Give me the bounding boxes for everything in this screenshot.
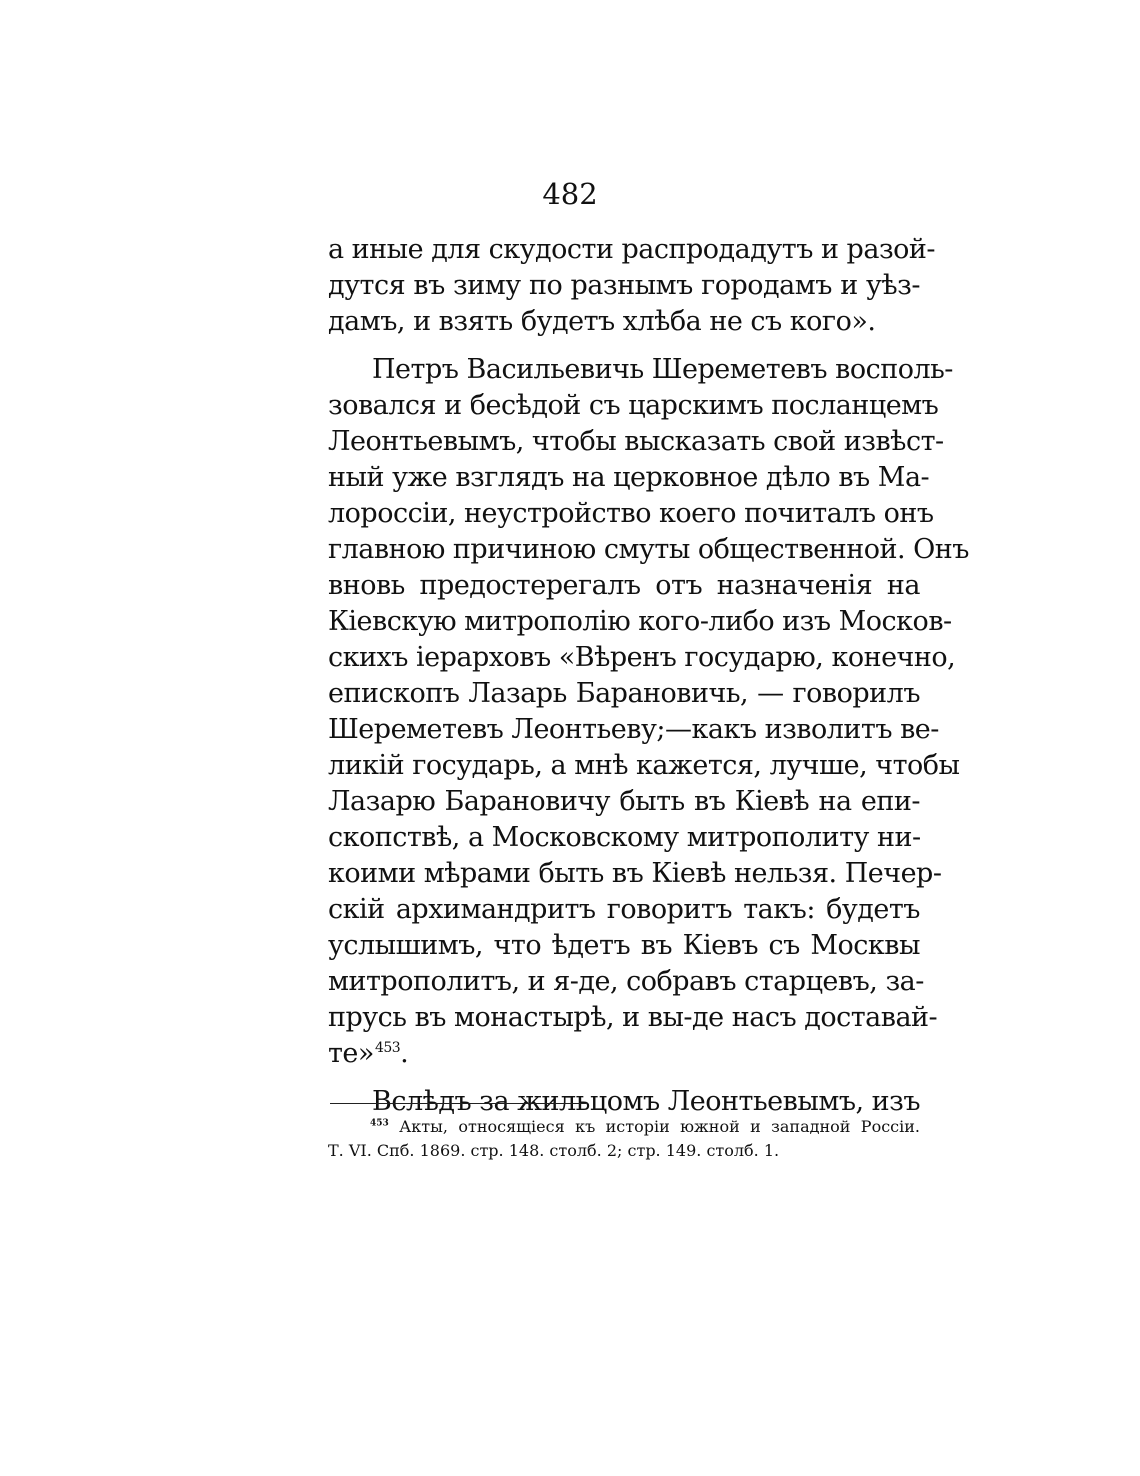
body-text xyxy=(328,232,969,1120)
text-line: дамъ, и взять будетъ хлѣба не съ кого». xyxy=(328,306,876,337)
text-fragment: . xyxy=(400,1038,409,1069)
footnote-text: Акты, относящіеся къ исторіи южной и западной Россіи. xyxy=(399,1117,920,1136)
text-line: ликій государь, а мнѣ кажется, лучше, чтобы xyxy=(328,750,960,781)
footnote-line xyxy=(328,1115,920,1139)
text-line-with-footnote-ref xyxy=(328,1036,920,1072)
footnote-reference[interactable]: 453 xyxy=(374,1040,401,1056)
text-line: прусь въ монастырѣ, и вы-де насъ доставай- xyxy=(328,1002,938,1033)
footnote-line: Т. VI. Спб. 1869. стр. 148. столб. 2; стр. 149. столб. 1. xyxy=(328,1141,780,1160)
text-line: Петръ Васильевичь Шереметевъ восполь- xyxy=(372,354,953,385)
text-line: Лазарю Барановичу быть въ Кіевѣ на епи- xyxy=(328,786,920,817)
page-number: 482 xyxy=(542,177,598,211)
text-line: скихъ іерарховъ «Вѣренъ государю, конечно, xyxy=(328,642,956,673)
text-line: Кіевскую митрополію кого-либо изъ Москов- xyxy=(328,606,952,637)
text-line: епископъ Лазарь Барановичь, — говорилъ xyxy=(328,678,920,709)
text-line: дутся въ зиму по разнымъ городамъ и уѣз- xyxy=(328,270,920,301)
text-line: Шереметевъ Леонтьеву;—какъ изволитъ ве- xyxy=(328,714,939,745)
footnote-divider xyxy=(330,1103,586,1104)
text-line: главною причиною смуты общественной. Онъ xyxy=(328,534,969,565)
footnote xyxy=(328,1115,920,1163)
footnote-marker: 453 xyxy=(370,1118,389,1129)
text-line: скій архимандритъ говоритъ такъ: будетъ xyxy=(328,894,920,925)
text-line: митрополитъ, и я-де, собравъ старцевъ, за- xyxy=(328,966,924,997)
paragraph-2 xyxy=(328,352,969,1072)
text-line: лороссіи, неустройство коего почиталъ онъ xyxy=(328,498,934,529)
text-line: а иные для скудости распродадутъ и разой- xyxy=(328,234,936,265)
text-line: ный уже взглядъ на церковное дѣло въ Ма- xyxy=(328,462,930,493)
text-line: услышимъ, что ѣдетъ въ Кіевъ съ Москвы xyxy=(328,930,920,961)
text-line: зовался и бесѣдой съ царскимъ посланцемъ xyxy=(328,390,939,421)
paragraph-1 xyxy=(328,232,936,340)
text-line: Вслѣдъ за жильцомъ Леонтьевымъ, изъ xyxy=(372,1086,921,1117)
text-line: скопствѣ, а Московскому митрополиту ни- xyxy=(328,822,921,853)
text-line: вновь предостерегалъ отъ назначенія на xyxy=(328,570,920,601)
text-line: коими мѣрами быть въ Кіевѣ нельзя. Печер- xyxy=(328,858,942,889)
text-fragment: те» xyxy=(328,1038,374,1069)
text-line: Леонтьевымъ, чтобы высказать свой извѣст- xyxy=(328,426,944,457)
